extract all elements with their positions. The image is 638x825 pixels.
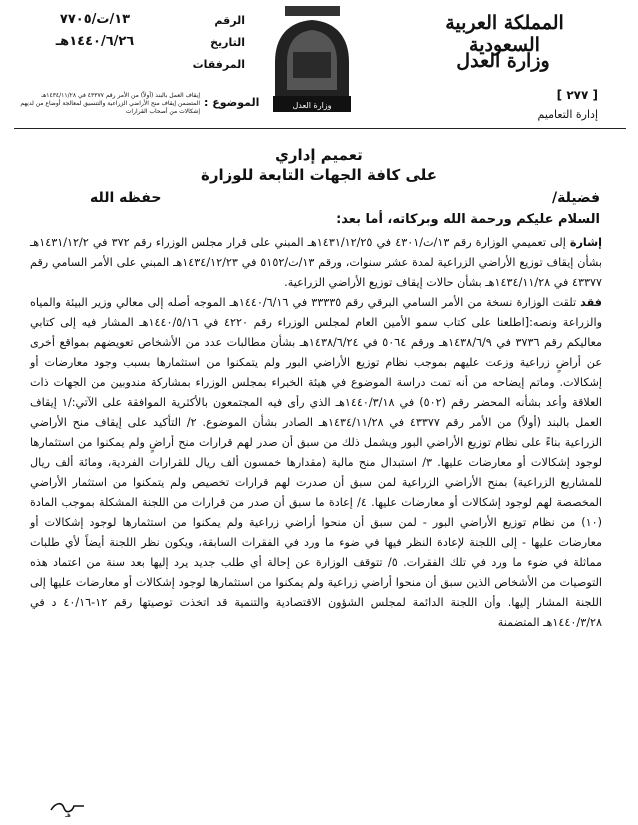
circular-number-badge: [ ٢٧٧ ] [556, 88, 598, 102]
ministry-emblem-icon [265, 4, 360, 116]
header-divider [14, 128, 626, 129]
subject-text: إيقاف العمل بالبند (أولاً) من الأمر رقم ٤٣٣٧٧ في ١٤٣٤/١١/٢٨هـ المتضمن إيقاف منح الأراضي الزراعية والتنسيق لمعالجة أوضاع من لديهم إشكالات من أصحاب القرارات [20, 92, 200, 115]
circular-type-title: تعميم إداري [275, 146, 363, 164]
circular-body [30, 233, 602, 633]
circular-audience-title: على كافة الجهات التابعة للوزارة [200, 166, 438, 184]
kingdom-name: المملكة العربية السعودية [445, 12, 564, 56]
paragraph-directive [30, 293, 602, 633]
ref-number-label: الرقم [214, 14, 245, 27]
paragraph-text: تلقت الوزارة نسخة من الأمر السامي البرقي رقم ٣٣٣٣٥ في ١٤٤٠/٦/١٦هـ الموجه أصله إلى معالي وزير البيئة والمياه والزراعة ونصه:[اطلعنا على كتاب سمو الأمين العام لمجلس الوزراء رقم ٤٢٢٠ في ١٤٤٠/٥/١٦هـ المشار فيه إلى كتابي معاليكم رقم ٣٧٣٦ في ١٤٣٨/٦/٩هـ ورقم ٥٠٦٤ في ١٤٣٨/٦/٢٤هـ بشأن مطالبات عدد من الأشخاص تعويضهم بمواقع أخرى عن أراضٍ زراعية وزعت عليهم بموجب نظام توزيع الأراضي البور ولم يتمكنوا من استثمارها بسبب وجود معارضات أو إشكالات. وماتم إيضاحه من أنه تمت دراسة الموضوع في هيئة الخبراء بمجلس الوزراء بمشاركة مندوبين من الجهات ذات العلاقة وأعد بشأنه المحضر رقم (٥٠٢) في ١٤٤٠/٣/١٨هـ الذي رأى فيه المجتمعون بالأكثرية الموافقة على الآتي:/١ إيقاف العمل بالبند (أولاً) من الأمر رقم ٤٣٣٧٧ في ١٤٣٤/١١/٢٨هـ الصادر بشأن الموضوع. ٢/ التأكيد على إيقاف منح الأراضي الزراعية بناءً على نظام توزيع الأراضي البور ويشمل ذلك من سبق أن صدر لهم قرارات منح أراضٍ ولم يمكنوا من استثمارها لوجود إشكالات أو معارضات عليها. ٣/ استبدال منح مالية (مقدارها خمسون ألف ريال للقرارات الفردية، ومائة ألف ريال للمشاريع الزراعية) بمنح الأراضي الزراعية لمن سبق أن صدرت لهم قرارات تخصيص ولم يتمكنوا من استثمار الأراضي المخصصة لهم لوجود إشكالات أو معارضات عليها. ٤/ إعادة ما سبق أن صدر من قرارات من اللجنة المشكلة بموجب المادة (١٠) من نظام توزيع الأراضي البور - لمن سبق أن منحوا أراضي زراعية ولم يمكنوا من استثمارها لوجود إشكالات أو معارضات عليها - إلى اللجنة لإعادة النظر فيها في ضوء ما ورد في الفقرات السابقة، ويكون نظر اللجنة أيضاً لأي طلبات مماثلة في ضوء ما ورد في تلك الفقرات. ٥/ تتوقف الوزارة عن إحالة أي طلب جديد يرد إليها بعد سنة من اعتماد هذه التوصيات من الأشخاص الذين سبق أن منحوا أراضي زراعية ولم يمكنوا من استثمارها لوجود إشكالات أو معارضات عليها إلى اللجنة المشار إليها. وأن اللجنة الدائمة لمجلس الشؤون الاقتصادية والتنمية قد اتخذت توصيتها رقم ١٢-٤٠/١٦ د في ١٤٤٠/٣/٢٨هـ المتضمنة [30, 296, 603, 629]
signature-initials [48, 796, 88, 818]
emblem-caption: وزارة العدل [292, 101, 332, 110]
paragraph-text: إلى تعميمي الوزارة رقم ١٣/ت/٤٣٠١ في ١٤٣١/١٢/٢٥هـ المبني على قرار مجلس الوزراء رقم ٣٧٢ في ١٤٣١/١٢/٢هـ بشأن إيقاف توزيع الأراضي الزراعية لمدة عشر سنوات، ورقم ١٣/ت/٥١٥٢ في ١٤٣٤/١٢/٢٣هـ المبني على الأمر السامي رقم ٤٣٣٧٧ في ١٤٣٤/١١/٢٨هـ بشأن حالات إيقاف توزيع الأراضي الزراعية. [30, 236, 602, 289]
department-name: إدارة التعاميم [537, 108, 598, 121]
ref-number-value: ١٣/ت/٧٧٠٥ [59, 12, 131, 27]
salutation-blessing: حفظه الله [90, 190, 162, 206]
ministry-name: وزارة العدل [456, 50, 550, 72]
paragraph-lead: إشارة [569, 236, 602, 249]
salutation: فضيلة/ [552, 190, 600, 206]
paragraph-reference [30, 233, 602, 293]
paragraph-lead: فقد [580, 296, 602, 309]
signature-initials-text: هـ [65, 811, 71, 818]
ref-attachments-label: المرفقات [192, 58, 245, 71]
subject-label: الموضوع : [204, 96, 260, 109]
ref-date-value: ١٤٤٠/٦/٢٦هـ [55, 34, 135, 49]
ref-date-label: التاريخ [210, 36, 245, 49]
greeting: السلام عليكم ورحمة الله وبركاته، أما بعد: [336, 212, 600, 227]
